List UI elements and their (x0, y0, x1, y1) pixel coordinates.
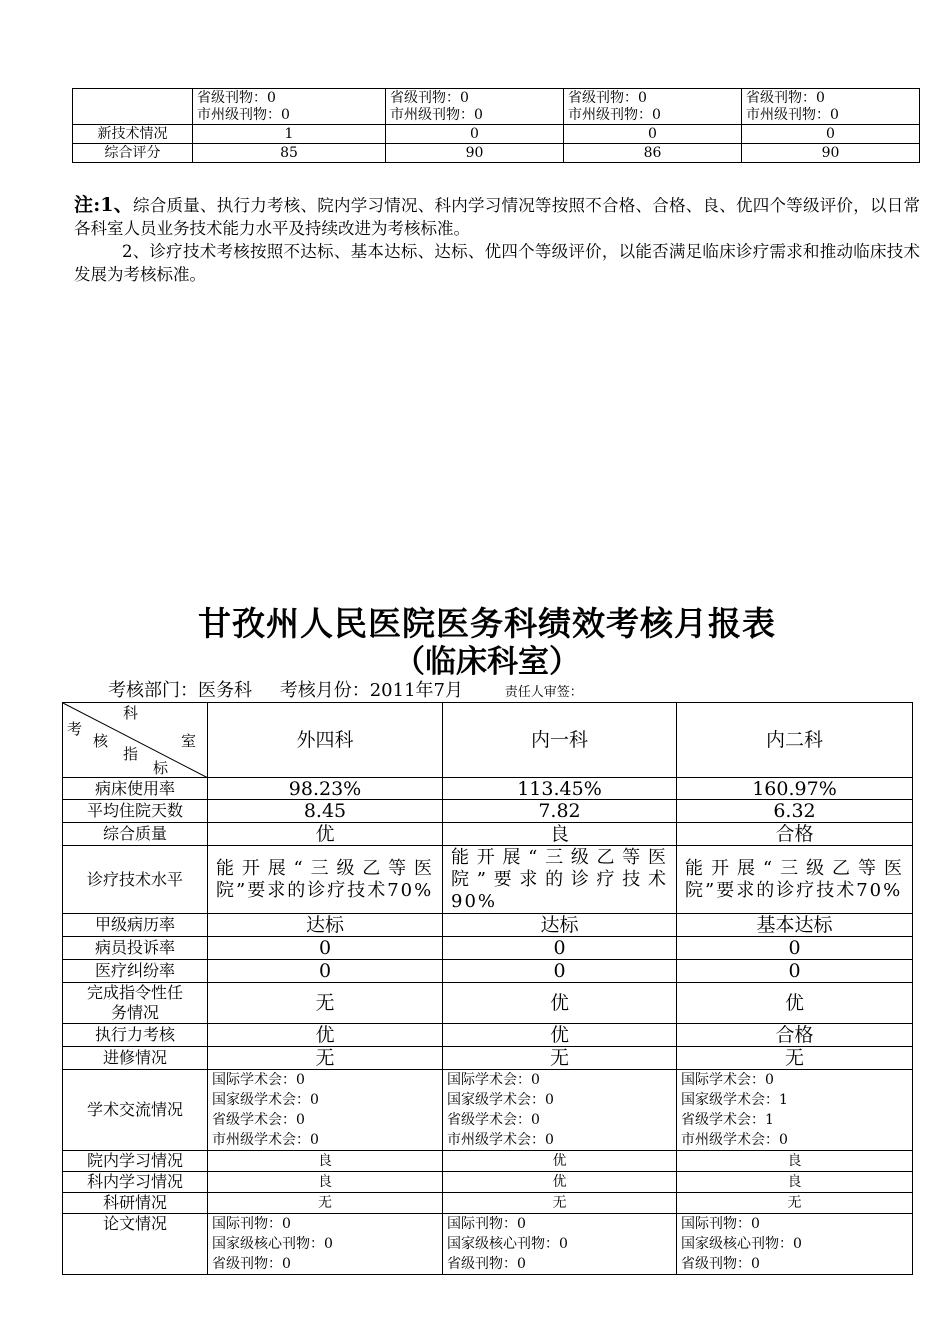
table-cell: 优 (443, 1151, 677, 1172)
table-row (63, 1214, 913, 1275)
row-label: 论文情况 (63, 1214, 208, 1275)
diagonal-header-cell (63, 703, 208, 778)
row-label: 病员投诉率 (63, 937, 208, 960)
table-cell: 1 (193, 125, 386, 144)
academic-cell: 国际学术会：0 国家级学术会：0 省级学术会：0 市州级学术会：0 (443, 1070, 677, 1151)
table-cell: 良 (677, 1151, 913, 1172)
table-cell: 0 (208, 960, 443, 983)
table-row (63, 937, 913, 960)
papers-cell: 国际刊物：0 国家级核心刊物：0 省级刊物：0 (443, 1214, 677, 1275)
diag-label-shi: 室 (181, 732, 197, 750)
table-cell: 90 (386, 144, 564, 163)
diag-label-zhi: 指 (123, 745, 139, 763)
row-label: 新技术情况 (73, 125, 193, 144)
row-label: 科内学习情况 (63, 1172, 208, 1193)
table-cell: 0 (443, 937, 677, 960)
journal-cell: 省级刊物：0 市州级刊物：0 (193, 89, 386, 125)
table-cell: 无 (208, 1193, 443, 1214)
table-cell: 7.82 (443, 800, 677, 823)
table-cell: 0 (386, 125, 564, 144)
row-label: 院内学习情况 (63, 1151, 208, 1172)
month-label: 考核月份：2011年7月 (279, 680, 463, 701)
papers-cell: 国际刊物：0 国家级核心刊物：0 省级刊物：0 (208, 1214, 443, 1275)
table-cell: 优 (443, 983, 677, 1024)
table-cell: 6.32 (677, 800, 913, 823)
table-row (63, 1151, 913, 1172)
table-cell: 基本达标 (677, 914, 913, 937)
table-cell: 达标 (443, 914, 677, 937)
table-cell: 90 (742, 144, 920, 163)
table-cell: 合格 (677, 1024, 913, 1047)
diag-label-biao: 标 (153, 759, 169, 777)
dept-label: 考核部门：医务科 (108, 680, 252, 701)
table-row (63, 1047, 913, 1070)
header-row (63, 703, 913, 778)
table-cell: 无 (443, 1193, 677, 1214)
table-row (63, 1193, 913, 1214)
diag-label-he: 核 (93, 732, 109, 750)
notes-section (74, 194, 920, 286)
table-row (63, 960, 913, 983)
table-cell: 良 (443, 823, 677, 846)
table-cell: 良 (208, 1172, 443, 1193)
note-2: 2、诊疗技术考核按照不达标、基本达标、达标、优四个等级评价，以能否满足临床诊疗需求和推动临床技术发展为考核标准。 (74, 242, 920, 284)
table-row (73, 125, 920, 144)
table-cell: 86 (564, 144, 742, 163)
table-cell: 优 (443, 1172, 677, 1193)
academic-cell: 国际学术会：0 国家级学术会：0 省级学术会：0 市州级学术会：0 (208, 1070, 443, 1151)
table-cell: 优 (208, 1024, 443, 1047)
table-cell: 无 (677, 1193, 913, 1214)
row-label: 完成指令性任 务情况 (63, 983, 208, 1024)
table-cell: 无 (208, 1047, 443, 1070)
academic-cell: 国际学术会：0 国家级学术会：1 省级学术会：1 市州级学术会：0 (677, 1070, 913, 1151)
row-label: 学术交流情况 (63, 1070, 208, 1151)
table-row (73, 144, 920, 163)
row-label: 综合评分 (73, 144, 193, 163)
table-cell: 0 (742, 125, 920, 144)
table-row (63, 1024, 913, 1047)
table-cell: 160.97% (677, 778, 913, 800)
row-label: 科研情况 (63, 1193, 208, 1214)
dept-header-internal2: 内二科 (677, 703, 913, 778)
table-row (63, 914, 913, 937)
note-1-number: 1、 (100, 194, 133, 216)
row-label: 平均住院天数 (63, 800, 208, 823)
row-label: 进修情况 (63, 1047, 208, 1070)
note-1-text: 综合质量、执行力考核、院内学习情况、科内学习情况等按照不合格、合格、良、优四个等级评价，以日常各科室人员业务技术能力水平及持续改进为考核标准。 (74, 196, 920, 238)
table-row (63, 1172, 913, 1193)
dept-header-internal1: 内一科 (443, 703, 677, 778)
note-1 (74, 194, 920, 240)
table-cell: 无 (677, 1047, 913, 1070)
table-row (63, 800, 913, 823)
row-label: 病床使用率 (63, 778, 208, 800)
table-cell: 优 (677, 983, 913, 1024)
table-cell: 无 (443, 1047, 677, 1070)
table-cell: 0 (677, 960, 913, 983)
table-cell: 优 (208, 823, 443, 846)
notes-prefix: 注: (74, 194, 101, 216)
row-label: 甲级病历率 (63, 914, 208, 937)
table-cell: 能开展“三级乙等医院”要求的诊疗技术70% (677, 846, 913, 914)
report-title: 甘孜州人民医院医务科绩效考核月报表 (198, 604, 776, 643)
table-cell: 合格 (677, 823, 913, 846)
report-subtitle: （临床科室） (394, 644, 580, 680)
diag-label-kao: 考 (67, 720, 83, 738)
table-row (63, 846, 913, 914)
table-cell: 良 (677, 1172, 913, 1193)
table-row (63, 1070, 913, 1151)
journal-cell: 省级刊物：0 市州级刊物：0 (564, 89, 742, 125)
row-label: 执行力考核 (63, 1024, 208, 1047)
table-cell: 98.23% (208, 778, 443, 800)
table-cell: 能开展“三级乙等医院”要求的诊疗技术90% (443, 846, 677, 914)
table-cell: 无 (208, 983, 443, 1024)
table-row (63, 778, 913, 800)
table-cell: 达标 (208, 914, 443, 937)
row-label: 综合质量 (63, 823, 208, 846)
table-cell: 113.45% (443, 778, 677, 800)
dept-header-surgery4: 外四科 (208, 703, 443, 778)
continuation-table (72, 88, 920, 163)
table-cell: 优 (443, 1024, 677, 1047)
row-label: 诊疗技术水平 (63, 846, 208, 914)
empty-label-cell (73, 89, 193, 125)
journal-cell: 省级刊物：0 市州级刊物：0 (742, 89, 920, 125)
table-cell: 能开展“三级乙等医院”要求的诊疗技术70% (208, 846, 443, 914)
diag-label-ke: 科 (123, 704, 139, 722)
performance-table (62, 702, 913, 1275)
table-cell: 良 (208, 1151, 443, 1172)
table-cell: 0 (443, 960, 677, 983)
table-cell: 0 (677, 937, 913, 960)
papers-cell: 国际刊物：0 国家级核心刊物：0 省级刊物：0 (677, 1214, 913, 1275)
table-row (63, 983, 913, 1024)
row-label: 医疗纠纷率 (63, 960, 208, 983)
table-cell: 0 (564, 125, 742, 144)
table-row (63, 823, 913, 846)
journal-cell: 省级刊物：0 市州级刊物：0 (386, 89, 564, 125)
table-row (73, 89, 920, 125)
signature-label: 责任人审签： (504, 685, 583, 700)
table-cell: 85 (193, 144, 386, 163)
table-cell: 8.45 (208, 800, 443, 823)
table-cell: 0 (208, 937, 443, 960)
